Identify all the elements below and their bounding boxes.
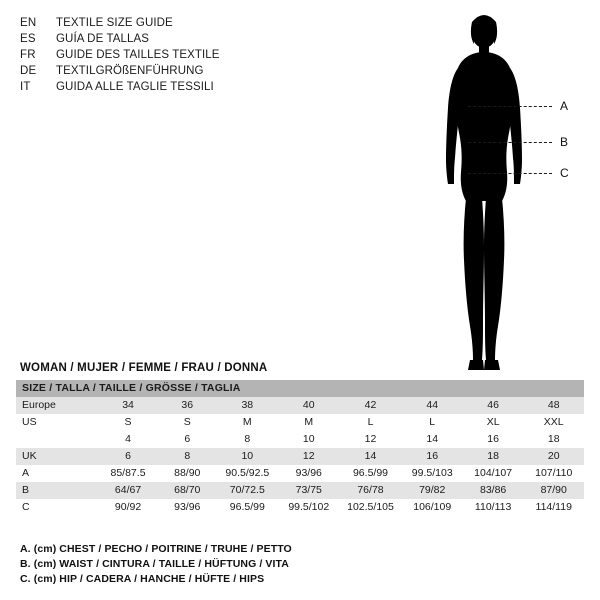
cell: S [158,414,216,431]
cell: 114/119 [523,499,584,516]
cell: 85/87.5 [98,465,158,482]
row-label: A [16,465,98,482]
size-table [16,380,584,516]
cell: 110/113 [463,499,524,516]
cell: 42 [339,397,401,414]
language-code-it: IT [20,81,31,93]
table-header-row [16,380,584,397]
cell: 14 [339,448,401,465]
title-text-en: TEXTILE SIZE GUIDE [56,17,173,29]
cell: 104/107 [463,465,524,482]
marker-row-a [468,100,568,112]
cell: L [339,414,401,431]
cell: 20 [523,448,584,465]
cell: S [98,414,158,431]
cell: 38 [216,397,278,414]
language-code-fr: FR [20,49,36,61]
cell: M [278,414,339,431]
cell: L [402,414,463,431]
row-label: UK [16,448,98,465]
row-label: C [16,499,98,516]
marker-row-b [468,136,568,148]
cell: 8 [216,431,278,448]
cell: M [216,414,278,431]
cell: 6 [98,448,158,465]
cell: 76/78 [339,482,401,499]
marker-line-a [468,106,552,107]
cell: 46 [463,397,524,414]
row-label [16,431,98,448]
legend-line-a: A. (cm) CHEST / PECHO / POITRINE / TRUHE / PETTO [20,543,292,555]
cell: 99.5/103 [402,465,463,482]
cell: 16 [402,448,463,465]
title-row-es [20,32,320,47]
title-row-de [20,64,320,79]
cell: 36 [158,397,216,414]
table-row [16,414,584,431]
cell: XXL [523,414,584,431]
cell: 14 [402,431,463,448]
legend-line-c: C. (cm) HIP / CADERA / HANCHE / HÜFTE / HIPS [20,573,265,585]
cell: 106/109 [402,499,463,516]
marker-line-c [468,173,552,174]
cell: 34 [98,397,158,414]
cell: 93/96 [158,499,216,516]
cell: 10 [278,431,339,448]
marker-letter-a: A [560,99,569,113]
title-text-de: TEXTILGRÖßENFÜHRUNG [56,65,204,77]
title-row-it [20,80,320,95]
table-header-label: SIZE / TALLA / TAILLE / GRÖSSE / TAGLIA [16,380,584,397]
legend-line-b: B. (cm) WAIST / CINTURA / TAILLE / HÜFTUNG / VITA [20,558,289,570]
table-row [16,397,584,414]
cell: 107/110 [523,465,584,482]
cell: 12 [278,448,339,465]
title-text-es: GUÍA DE TALLAS [56,33,150,45]
cell: 12 [339,431,401,448]
table-row [16,465,584,482]
cell: 96.5/99 [339,465,401,482]
table-row [16,431,584,448]
cell: 10 [216,448,278,465]
cell: 40 [278,397,339,414]
cell: 16 [463,431,524,448]
cell: 90.5/92.5 [216,465,278,482]
title-block [20,16,320,96]
language-code-de: DE [20,65,37,77]
cell: 79/82 [402,482,463,499]
marker-letter-b: B [560,135,569,149]
cell: 48 [523,397,584,414]
cell: 87/90 [523,482,584,499]
cell: 83/86 [463,482,524,499]
measurement-legend [20,542,420,587]
measurement-figure [400,8,600,378]
cell: 18 [523,431,584,448]
cell: 99.5/102 [278,499,339,516]
title-text-fr: GUIDE DES TAILLES TEXTILE [56,49,220,61]
title-text-it: GUIDA ALLE TAGLIE TESSILI [56,81,214,93]
marker-line-b [468,142,552,143]
language-code-en: EN [20,17,37,29]
title-row-fr [20,48,320,63]
cell: 4 [98,431,158,448]
row-label: Europe [16,397,98,414]
marker-letter-c: C [560,166,569,180]
cell: XL [463,414,524,431]
cell: 64/67 [98,482,158,499]
language-code-es: ES [20,33,36,45]
cell: 73/75 [278,482,339,499]
cell: 102.5/105 [339,499,401,516]
title-row-en [20,16,320,31]
cell: 70/72.5 [216,482,278,499]
table-row [16,482,584,499]
marker-row-c [468,167,569,179]
cell: 88/90 [158,465,216,482]
female-body-silhouette-icon [400,8,600,378]
row-label: B [16,482,98,499]
cell: 93/96 [278,465,339,482]
row-label: US [16,414,98,431]
cell: 68/70 [158,482,216,499]
cell: 44 [402,397,463,414]
cell: 6 [158,431,216,448]
table-row [16,499,584,516]
cell: 96.5/99 [216,499,278,516]
cell: 90/92 [98,499,158,516]
table-row [16,448,584,465]
cell: 18 [463,448,524,465]
section-heading: WOMAN / MUJER / FEMME / FRAU / DONNA [20,362,268,374]
cell: 8 [158,448,216,465]
